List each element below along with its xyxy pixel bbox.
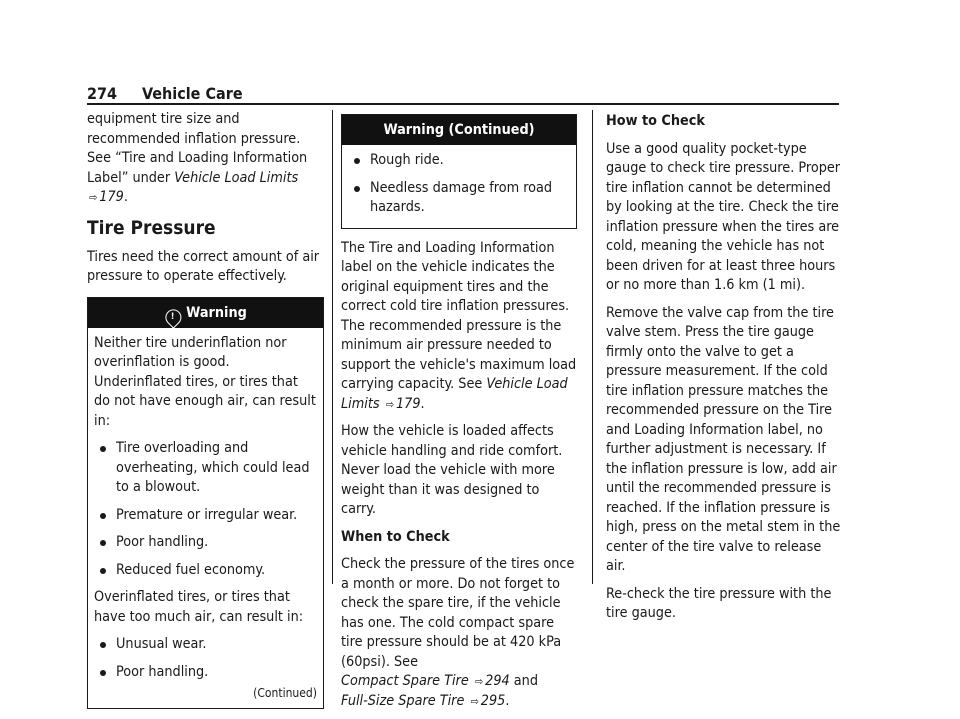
paragraph: How the vehicle is loaded affects vehicle handling and ride comfort. Never load the vehicle with more weight than it was designed to carry. xyxy=(341,423,563,517)
page-ref-number[interactable]: 295 xyxy=(480,692,506,709)
cross-reference-link[interactable]: Compact Spare Tire xyxy=(341,673,469,689)
list-item: Reduced fuel economy. xyxy=(94,561,317,581)
page-number: 274 xyxy=(87,84,118,103)
page-ref-arrow-icon: ⇨ xyxy=(474,675,484,688)
paragraph: Re-check the tire pressure with the tire gauge. xyxy=(606,585,832,621)
list-item: Needless damage from road hazards. xyxy=(348,179,570,218)
subsection-heading: When to Check xyxy=(341,528,450,545)
column-1 xyxy=(87,110,324,709)
subsection-heading: How to Check xyxy=(606,113,705,129)
paragraph: Tires need the correct amount of air pressure to operate effectively. xyxy=(87,248,320,284)
warning-text: Overinflated tires, or tires that have too much air, can result in: xyxy=(94,589,304,625)
page-ref-number[interactable]: 179 xyxy=(395,395,421,412)
warning-header: Warning (Continued) xyxy=(342,115,576,145)
list-item: Unusual wear. xyxy=(94,635,317,655)
paragraph: Use a good quality pocket-type gauge to check tire pressure. Proper tire inflation cannot be determined by looking at the tire. Check the tire inflation pressure when the tires are cold, meaning the vehicle has not been driven for at least three hours or no more than 1.6 km (1 mi). xyxy=(606,140,841,293)
column-divider xyxy=(592,110,593,584)
cross-reference-link[interactable]: Full-Size Spare Tire xyxy=(341,692,465,709)
warning-box-continued xyxy=(341,114,577,229)
list-item: Rough ride. xyxy=(348,151,570,171)
page-ref-arrow-icon: ⇨ xyxy=(470,694,479,708)
column-3 xyxy=(606,110,842,632)
warning-box xyxy=(87,297,324,709)
intro-paragraph: equipment tire size and recommended inflation pressure. See “Tire and Loading Information Label” under Vehicle Load Limits ⇨ 179. xyxy=(87,111,308,205)
list-item: Poor handling. xyxy=(94,533,317,553)
continued-label: (Continued) xyxy=(253,686,317,700)
section-heading: Tire Pressure xyxy=(87,216,216,239)
page-header xyxy=(87,84,839,104)
page-ref-arrow-icon: ⇨ xyxy=(385,397,394,411)
header-rule xyxy=(87,103,839,105)
warning-text: Neither tire underinflation nor overinflation is good. Underinflated tires, or tires that do not have enough air, can result in: xyxy=(94,334,316,429)
page-ref-number[interactable]: 179 xyxy=(99,189,124,205)
list-item: Tire overloading and overheating, which could lead to a blowout. xyxy=(94,439,317,498)
list-item: Poor handling. xyxy=(94,663,317,683)
paragraph: Check the pressure of the tires once a month or more. Do not forget to check the spare tire, if the vehicle has one. The cold compact spare tire pressure should be at 420 kPa (60psi). See Compact Spare Tire ⇨ 294 and Full-Size Spare Tire ⇨ 295. xyxy=(341,556,575,709)
page-ref-arrow-icon: ⇨ xyxy=(89,191,98,204)
warning-body xyxy=(342,145,576,228)
paragraph: The Tire and Loading Information label on the vehicle indicates the original equipment tires and the correct cold tire inflation pressures. The recommended pressure is the minimum air pressure needed to support the vehicle's maximum load carrying capacity. See Vehicle Load Limits ⇨ 179. xyxy=(341,239,577,412)
column-2 xyxy=(341,110,577,719)
warning-header: ! Warning xyxy=(88,298,323,328)
paragraph: Remove the valve cap from the tire valve stem. Press the tire gauge firmly onto the valve to get a pressure measurement. If the cold tire inflation pressure matches the recommended pressure on the Tire and Loading Information label, no further adjustment is necessary. If the inflation pressure is low, add air until the recommended pressure is reached. If the inflation pressure is high, press on the metal stem in the center of the tire valve to release air. xyxy=(606,304,841,574)
page-ref-number[interactable]: 294 xyxy=(485,673,510,689)
warning-icon: ! xyxy=(162,306,185,329)
section-title: Vehicle Care xyxy=(142,84,243,103)
column-divider xyxy=(332,110,333,584)
cross-reference-link[interactable]: Vehicle Load Limits xyxy=(174,169,299,186)
cross-reference-link[interactable]: Vehicle Load Limits xyxy=(341,376,568,412)
list-item: Premature or irregular wear. xyxy=(94,506,317,526)
warning-body xyxy=(88,328,323,708)
